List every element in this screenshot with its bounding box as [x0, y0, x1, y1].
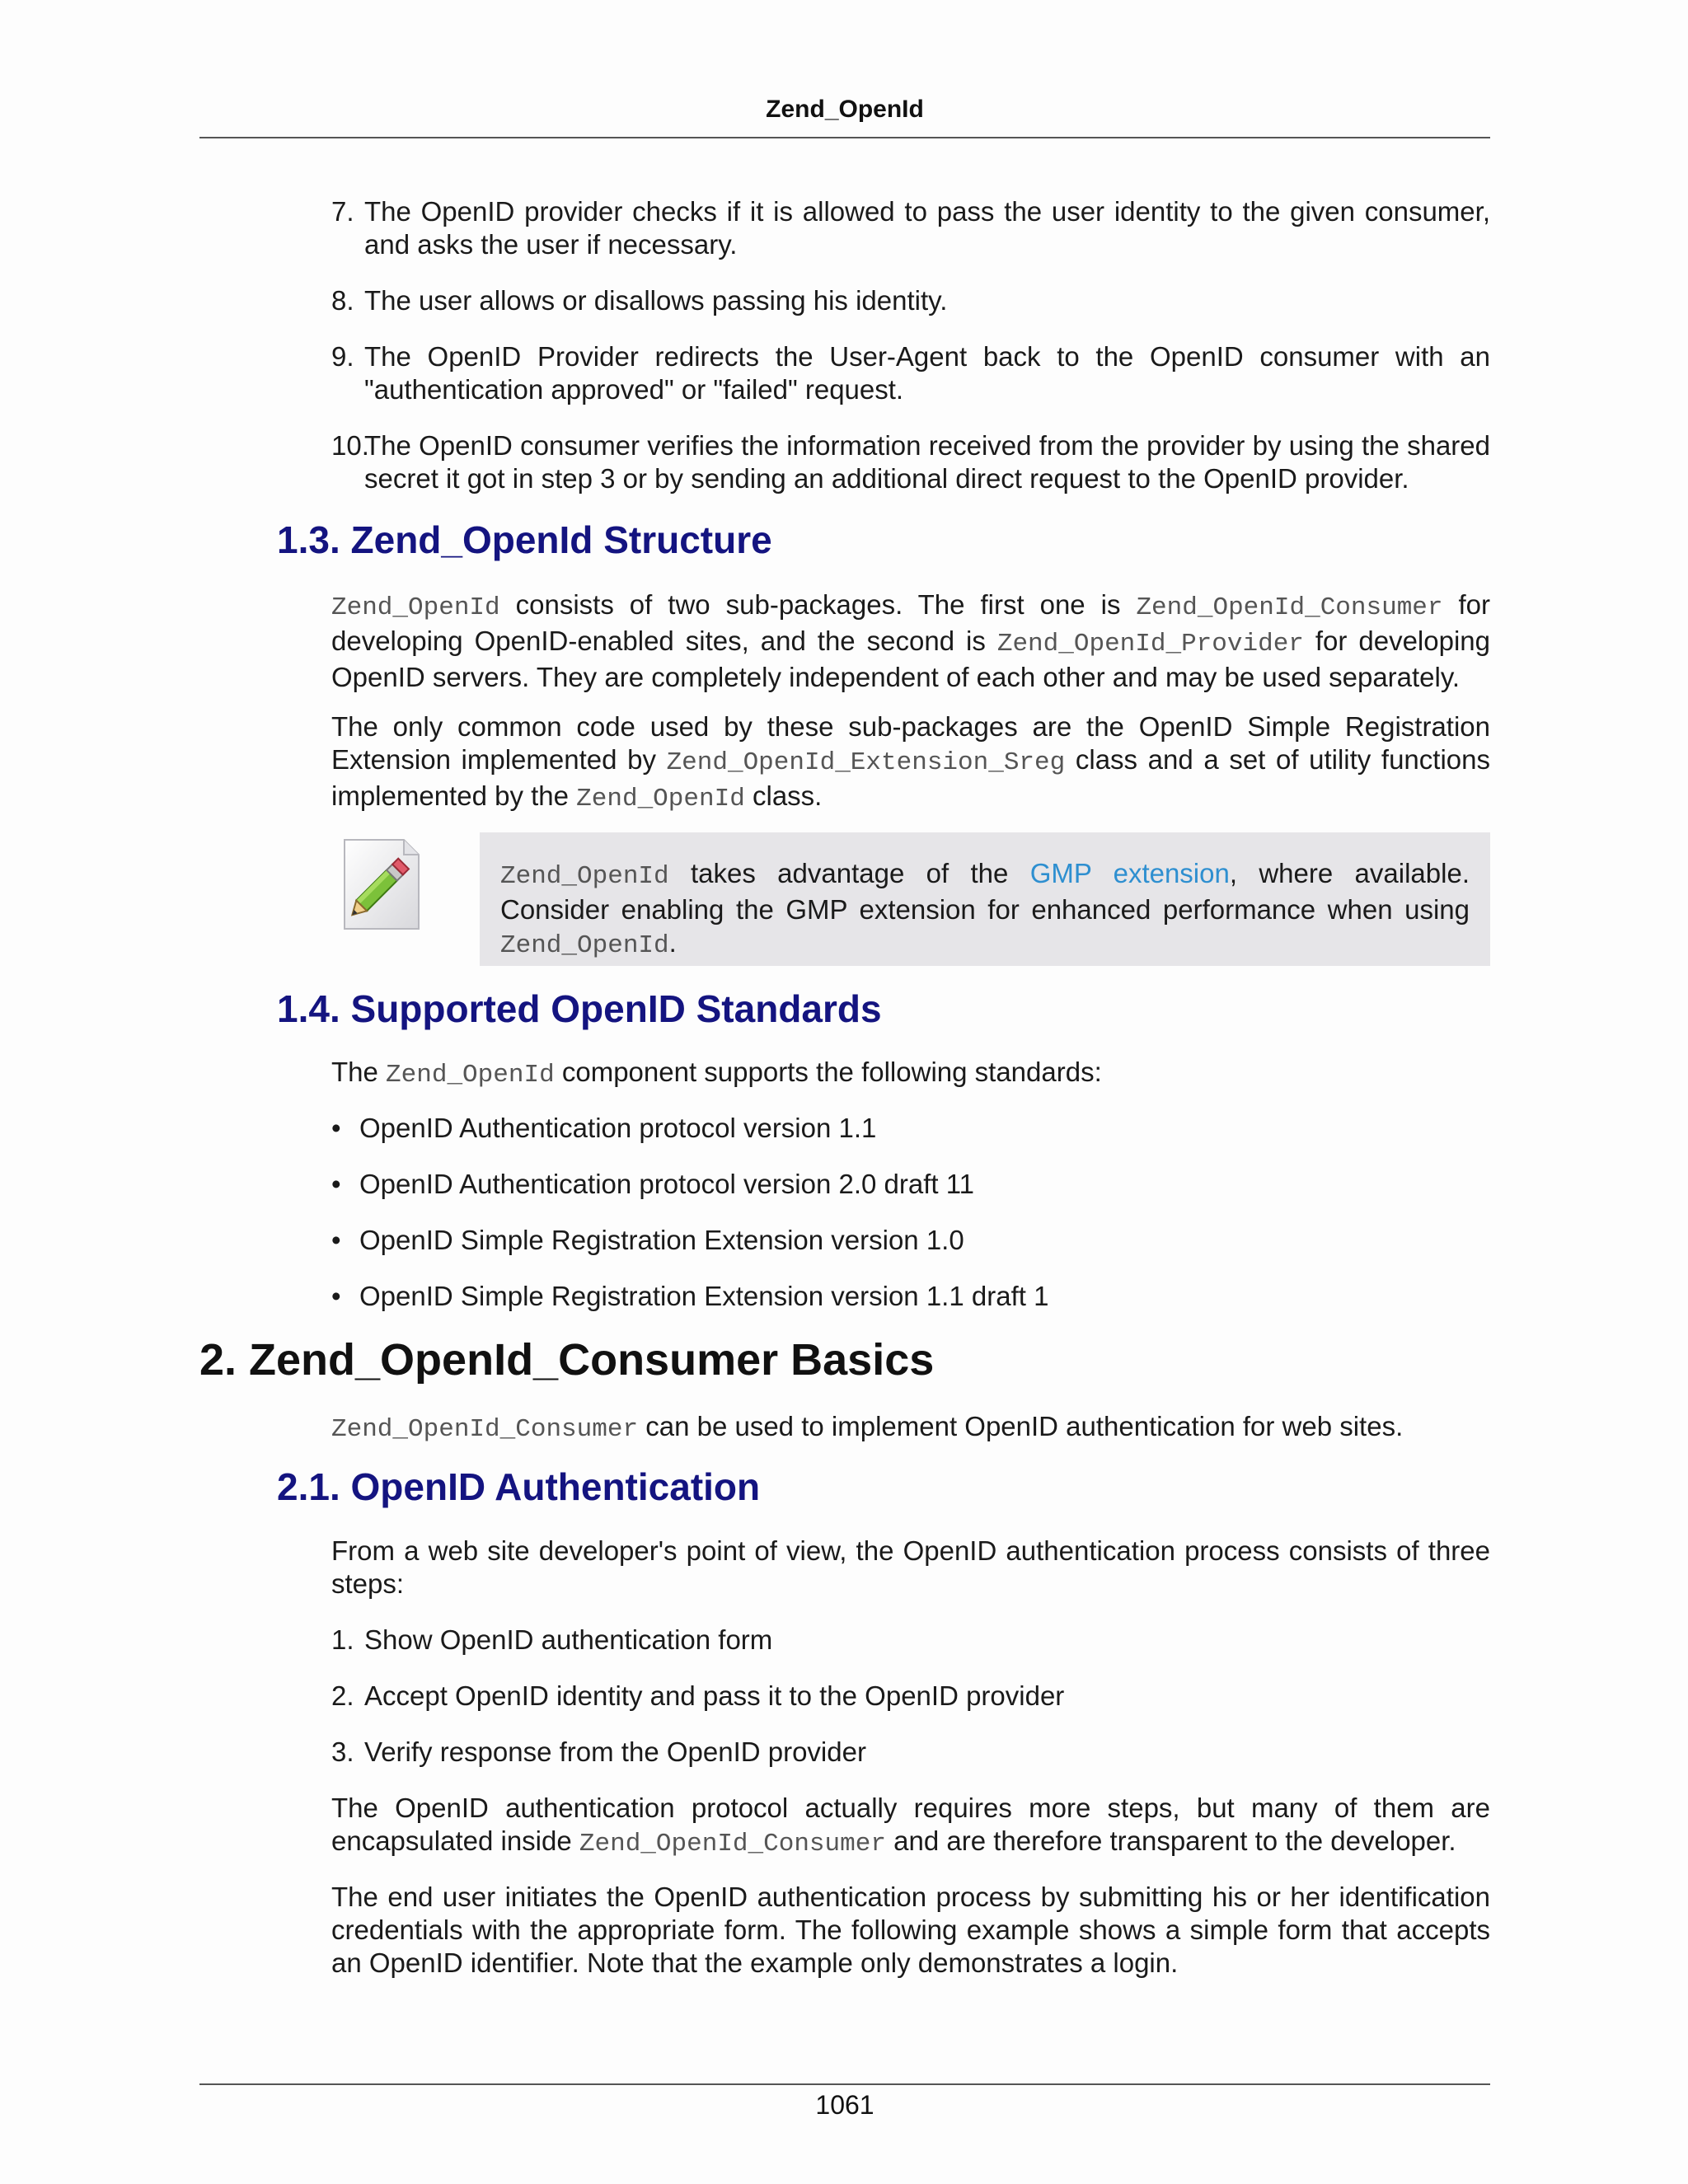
list-item-text: Verify response from the OpenID provider [364, 1736, 866, 1767]
list-item-number: 10. [331, 430, 369, 461]
running-header: Zend_OpenId [766, 96, 924, 123]
list-item [331, 284, 1490, 317]
bullet-marker: • [331, 1281, 341, 1311]
list-item-number: 2. [331, 1680, 354, 1711]
code-class-name: Zend_OpenId [500, 931, 669, 960]
list-item-number: 1. [331, 1624, 354, 1655]
bullet-text: OpenID Authentication protocol version 1.1 [359, 1113, 877, 1143]
consumer-intro: Zend_OpenId_Consumer can be used to implement OpenID authentication for web sites. [331, 1411, 1404, 1444]
list-item [331, 1624, 1490, 1657]
bullet-item [331, 1168, 1490, 1201]
gmp-extension-link[interactable]: GMP extension [1029, 858, 1230, 888]
code-class-name: Zend_OpenId [576, 785, 745, 813]
list-item-text: Show OpenID authentication form [364, 1624, 773, 1655]
code-class-name: Zend_OpenId [331, 593, 500, 622]
authentication-paragraph-1: From a web site developer's point of view, the OpenID authentication process consists of three steps: [331, 1535, 1490, 1599]
bullet-marker: • [331, 1225, 341, 1255]
code-class-name: Zend_OpenId [386, 1061, 555, 1090]
list-item-number: 9. [331, 341, 354, 372]
list-item [331, 340, 1490, 406]
section-heading-1-4: 1.4. Supported OpenID Standards [277, 987, 882, 1030]
bullet-text: OpenID Simple Registration Extension version 1.0 [359, 1225, 964, 1255]
code-class-name: Zend_OpenId_Consumer [579, 1830, 886, 1858]
code-class-name: Zend_OpenId [500, 862, 669, 891]
list-item-text: The user allows or disallows passing his identity. [364, 285, 948, 316]
note-pencil-icon [338, 837, 424, 934]
code-class-name: Zend_OpenId_Consumer [331, 1415, 639, 1444]
code-class-name: Zend_OpenId_Consumer [1136, 593, 1443, 622]
structure-paragraph-1: Zend_OpenId consists of two sub-packages. The first one is Zend_OpenId_Consumer for developing OpenID-enabled sites, and the second is Zend_OpenId_Provider for developing OpenID servers. They are completely independent of each other and may be used separately. [331, 589, 1491, 692]
bullet-item [331, 1112, 1490, 1145]
list-item-text: The OpenID Provider redirects the User-Agent back to the OpenID consumer with an "authentication approved" or "failed" request. [364, 341, 1490, 405]
list-item-number: 7. [331, 196, 354, 227]
list-item [331, 1736, 1490, 1769]
structure-paragraph-2: The only common code used by these sub-packages are the OpenID Simple Registration Extension implemented by Zend_OpenId_Extension_Sreg class and a set of utility functions implemented by the Zend_OpenId class. [331, 711, 1490, 813]
list-item-text: Accept OpenID identity and pass it to the OpenID provider [364, 1680, 1065, 1711]
list-item [331, 1680, 1490, 1713]
bullet-item [331, 1280, 1490, 1313]
bullet-marker: • [331, 1113, 341, 1143]
section-heading-2-1: 2.1. OpenID Authentication [277, 1465, 761, 1508]
footer-rule [199, 2083, 1490, 2085]
authentication-paragraph-3: The end user initiates the OpenID authentication process by submitting his or her identification credentials with the appropriate form. The following example shows a simple form that accepts an OpenID identifier. Note that the example only demonstrates a login. [331, 1882, 1490, 1978]
page-number: 1061 [815, 2090, 874, 2120]
authentication-paragraph-2: The OpenID authentication protocol actually requires more steps, but many of them are encapsulated inside Zend_OpenId_Consumer and are therefore transparent to the developer. [331, 1793, 1490, 1858]
list-item-text: The OpenID provider checks if it is allowed to pass the user identity to the given consumer, and asks the user if necessary. [364, 196, 1490, 260]
note-text: Zend_OpenId takes advantage of the GMP extension, where available. Consider enabling the GMP extension for enhanced performance when using Zend_OpenId. [500, 858, 1470, 960]
bullet-text: OpenID Authentication protocol version 2.0 draft 11 [359, 1169, 975, 1199]
list-item-text: The OpenID consumer verifies the information received from the provider by using the shared secret it got in step 3 or by sending an additional direct request to the OpenID provider. [364, 430, 1490, 494]
bullet-marker: • [331, 1169, 341, 1199]
bullet-item [331, 1224, 1490, 1257]
list-item-number: 3. [331, 1736, 354, 1767]
list-item-number: 8. [331, 285, 354, 316]
chapter-heading-2: 2. Zend_OpenId_Consumer Basics [199, 1335, 935, 1385]
bullet-text: OpenID Simple Registration Extension version 1.1 draft 1 [359, 1281, 1049, 1311]
code-class-name: Zend_OpenId_Extension_Sreg [666, 748, 1066, 777]
list-item [331, 195, 1490, 261]
list-item [331, 429, 1490, 495]
header-rule [199, 137, 1490, 138]
code-class-name: Zend_OpenId_Provider [996, 630, 1304, 658]
section-heading-1-3: 1.3. Zend_OpenId Structure [277, 518, 772, 561]
standards-intro: The Zend_OpenId component supports the following standards: [331, 1057, 1102, 1090]
